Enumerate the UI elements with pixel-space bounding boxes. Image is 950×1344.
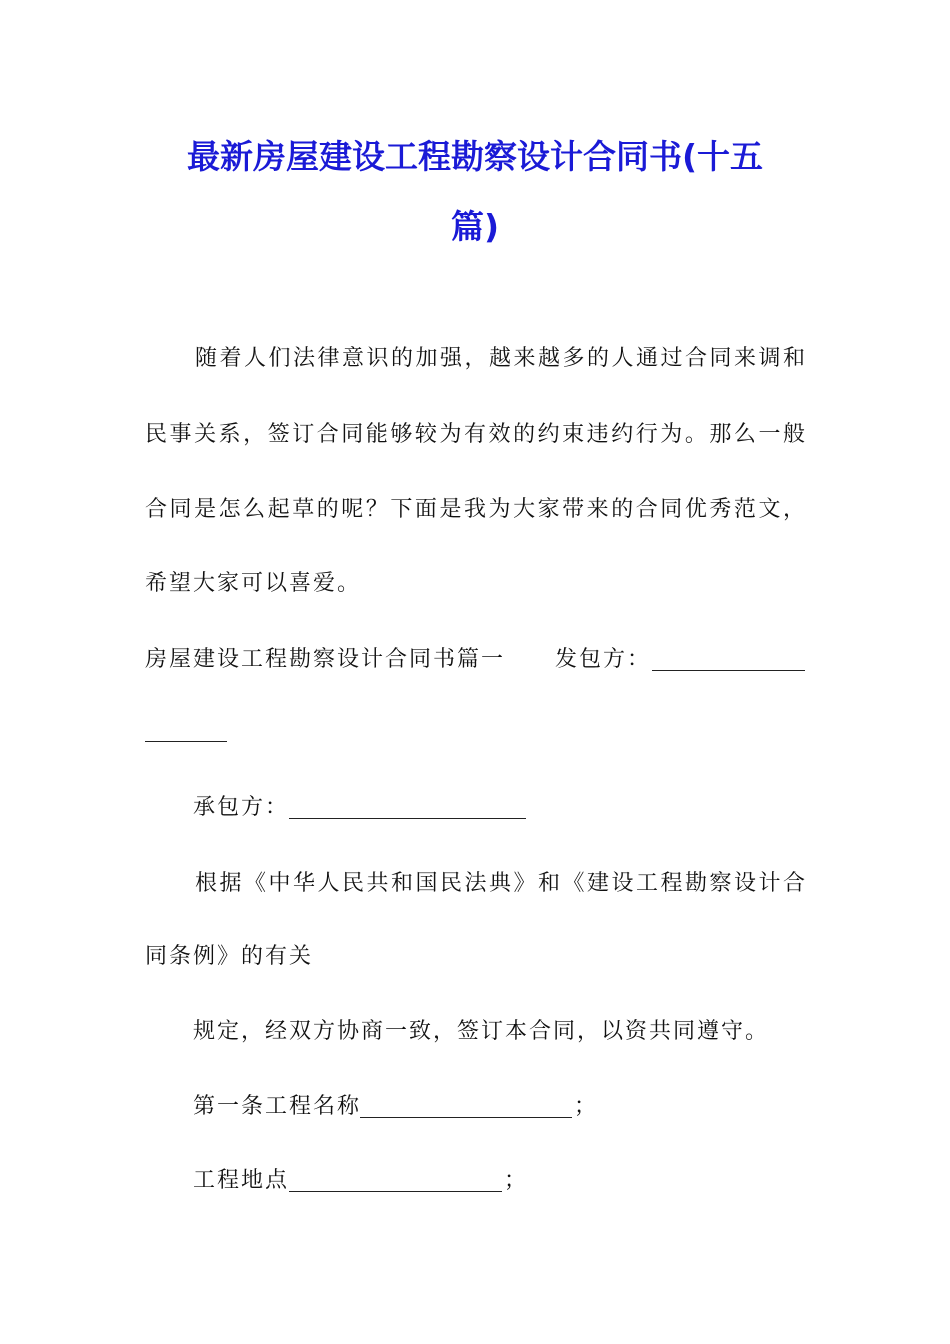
location-suffix: ； bbox=[504, 1168, 529, 1193]
document-title-line-1: 最新房屋建设工程勘察设计合同书(十五 bbox=[186, 137, 764, 176]
project-name-blank-line bbox=[360, 1117, 572, 1118]
employer-blank-line bbox=[652, 670, 805, 671]
intro-paragraph-line-3: 合同是怎么起草的呢？下面是我为大家带来的合同优秀范文， bbox=[145, 497, 805, 522]
article-1-label: 第一条工程名称 bbox=[193, 1094, 362, 1119]
article-1-suffix: ； bbox=[574, 1094, 599, 1119]
project-location-blank-line bbox=[289, 1191, 502, 1192]
employer-blank-line-continued bbox=[145, 741, 227, 742]
contractor-label: 承包方： bbox=[193, 795, 290, 820]
document-title-line-2: 篇) bbox=[450, 207, 500, 246]
location-label: 工程地点 bbox=[193, 1168, 290, 1193]
intro-paragraph-line-1: 随着人们法律意识的加强，越来越多的人通过合同来调和 bbox=[195, 346, 805, 371]
basis-line-1: 根据《中华人民共和国民法典》和《建设工程勘察设计合 bbox=[195, 871, 805, 896]
basis-line-3: 规定，经双方协商一致，签订本合同，以资共同遵守。 bbox=[193, 1019, 770, 1044]
intro-paragraph-line-4: 希望大家可以喜爱。 bbox=[145, 571, 362, 596]
employer-label: 发包方： bbox=[555, 647, 652, 672]
intro-paragraph-line-2: 民事关系，签订合同能够较为有效的约束违约行为。那么一般 bbox=[145, 422, 805, 447]
contractor-blank-line bbox=[289, 818, 526, 819]
basis-line-2: 同条例》的有关 bbox=[145, 944, 314, 969]
section-heading: 房屋建设工程勘察设计合同书篇一 bbox=[145, 647, 506, 672]
